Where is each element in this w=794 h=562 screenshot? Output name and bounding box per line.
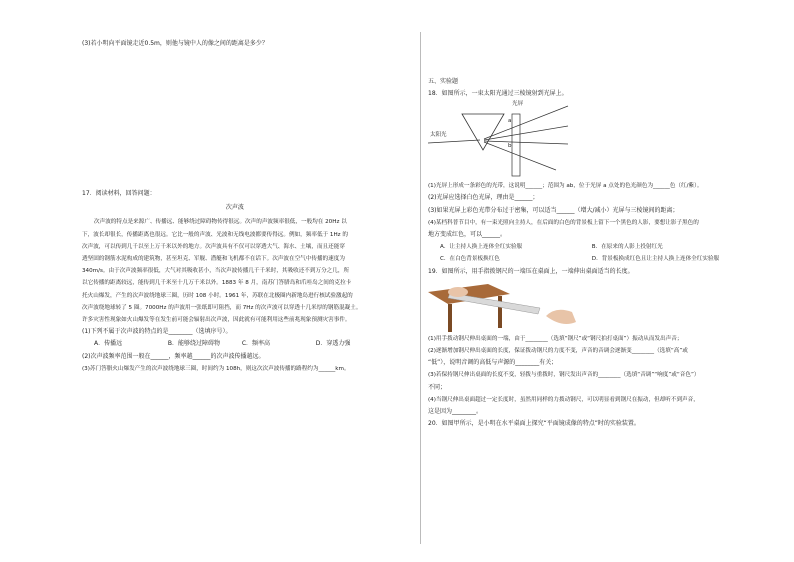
- option-c: C．频率高: [241, 340, 271, 348]
- option-a: A．传播远: [94, 340, 123, 348]
- q18-sub1: (1)光屏上形成一条彩色的光带，这说明______；范围为 ab，位于光屏 a 点处的色光颜色为______色（红/紫）。: [428, 183, 703, 190]
- article-line: 次声波的特点是来源广、传播远、能够绕过障碍物传得很远。次声的声波频率很低，一般均在 20Hz 以: [94, 219, 347, 226]
- q18-sub2: (2)光屏应选择白色光屏，理由是______；: [428, 194, 539, 202]
- q19-sub3: (3)若保持钢尺伸出桌面的长度不变，轻拨与重拨时，钢尺发出声音的________（选填“音调”“响度”或“音色”）: [428, 372, 700, 379]
- section-heading: 五、实验题: [428, 78, 459, 85]
- q17-sub2: (2)次声波频率范围一般在______，频率越______的次声波传播越远。: [82, 352, 265, 360]
- option-d: D．穿透力强: [315, 340, 351, 348]
- column-divider: [420, 32, 421, 544]
- q18-sub3: (3)如果光屏上彩色光带分布过于密集，可以适当______（增大/减小）光屏与三棱镜间的距离；: [428, 206, 679, 214]
- right-column: [428, 76, 768, 430]
- ray-bottom: [484, 141, 568, 144]
- point-a-label: a: [508, 118, 512, 125]
- table-leg: [448, 304, 452, 332]
- ruler-figure: [428, 278, 768, 333]
- option-c: C．在白色背景板换红色: [440, 256, 500, 263]
- option-a: A．让主持人换上连体全红实验服: [440, 244, 523, 251]
- q17-sub3: (3)苏门答腊火山爆发产生的次声波绕地球三圈，时间约为 108h，则这次次声波传播的路程约为______km。: [82, 365, 350, 372]
- point-b-label: b: [508, 143, 512, 150]
- q17-article-title: 次声波: [225, 204, 244, 212]
- q19-sub2-cont: “低”），说明音调的高低与声源的________有关；: [428, 359, 558, 367]
- article-line: 次声波绕地球转了 5 圈。7000Hz 的声波用一张纸即可阻挡，而 7Hz 的次声波可以穿透十几米厚的钢筋混凝土。: [82, 304, 362, 311]
- hand-pluck: [546, 310, 576, 324]
- sunlight-label: 太阳光: [430, 132, 447, 139]
- q19-sub4: (4)当钢尺伸出桌面超过一定长度时，虽然用同样的力拨动钢尺，可以明显看到钢尺在振动，但却听不到声音，: [428, 396, 699, 403]
- q18-header: 18．如图所示，一束太阳光通过三棱镜射到光屏上。: [428, 90, 568, 97]
- q19-header: 19．如图所示，用手指拨钢尺的一端压在桌面上，一端伸出桌面适当的长度。: [428, 267, 634, 275]
- q19-sub2: (2)逐渐增加钢尺伸出桌面的长度，保证拨动钢尺的力度不变，声音的音调会逐渐变________（选填“高”或: [428, 348, 688, 355]
- q18-sub4-cont: 地方变成红色，可以______。: [428, 231, 507, 239]
- q18-sub4: (4)某档科普节目中，有一束光照向主持人，在后面的白色的背景板上留下一个黑色的人影，要想让影子黑色的: [428, 219, 699, 226]
- q17-article-body: [82, 216, 388, 326]
- q17-sub1: (1)下列不属于次声波的特点的是________（选填序号）。: [82, 328, 232, 336]
- q18-options-row1: [428, 241, 768, 253]
- question-3-part3: (3)若小明向平面镜走近0.5m，则他与镜中人的像之间的距离是多少？: [82, 40, 268, 47]
- prism-diagram: [428, 100, 768, 180]
- article-line: 托火山爆发，产生的次声波绕地球三圈，历时 108 小时。1961 年，苏联在北极圈内新地岛进行核试验激起的: [82, 292, 353, 299]
- q18-options-row2: [428, 253, 768, 265]
- option-b: B．能够绕过障碍物: [167, 340, 221, 348]
- prism-shape: [462, 114, 504, 150]
- article-line: 许多灾害性现象如火山爆发等在发生前可能会辐射出次声波，因此就有可能利用这些前兆现象预测灾害事件。: [82, 317, 351, 324]
- table-leg: [498, 296, 502, 328]
- prism-figure: [428, 100, 768, 180]
- article-line: 次声波，可以传到几千以至上万千米以外的地方。次声波具有不仅可以穿透大气、海水、土壤，而且还能穿: [82, 243, 345, 250]
- ruler-diagram: [428, 278, 768, 333]
- q17-options: [82, 338, 388, 350]
- screen-label: 光屏: [512, 101, 524, 108]
- question-17: [82, 188, 388, 375]
- ray-top: [484, 106, 568, 139]
- ray-mid: [484, 126, 568, 140]
- light-screen: [512, 114, 520, 176]
- article-line: 以它传播的距离较远，能传到几千米至十几万千米以外。1883 年 8 月，南苏门答腊岛和爪哇岛之间的克拉卡: [82, 280, 352, 287]
- q20-header: 20．如图甲所示，是小明在水平桌面上探究“平面镜成像的特点”时的实验装置。: [428, 420, 640, 428]
- article-line: 下，波长却很长，传播距离也很远。它比一般的声波、光波和无线电波都要传得远。例如，频率低于 1Hz 的: [82, 231, 348, 238]
- option-b: B．在原来的人影上投射红光: [591, 244, 663, 251]
- article-line: 透坚固的钢筋水泥构成的建筑物，甚至坦克、军舰、潜艇和飞机都不在话下。次声波在空气中传播的速度为: [82, 256, 345, 263]
- q19-sub3-cont: 不同；: [428, 383, 447, 391]
- q19-sub4-cont: 这是因为________。: [428, 408, 483, 416]
- q17-header: 17．阅读材料，回答问题：: [82, 190, 156, 197]
- q19-sub1: (1)用手拨动钢尺伸出桌面的一端，由于________（选填“钢尺”或“钢尺拍打桌面”）振动从而发出声音；: [428, 335, 683, 342]
- hand-press: [448, 287, 468, 297]
- article-line: 340m/s。由于次声波频率很低，大气对其吸收甚小，当次声波传播几千千米时，其吸收还不到万分之几，所: [82, 268, 350, 275]
- option-d: D．背景板换成红色且让主持人换上连体全红实验服: [591, 256, 720, 263]
